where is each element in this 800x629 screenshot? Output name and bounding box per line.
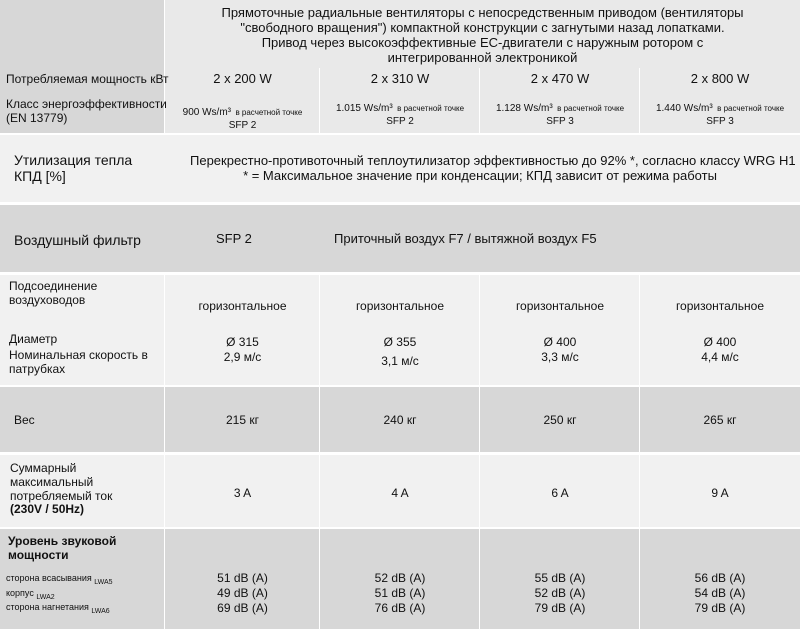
sound-label: Уровень звуковой мощности <box>8 534 117 562</box>
weight-value: 250 кг <box>543 413 577 427</box>
duct-diameter: Ø 400 <box>543 335 577 349</box>
weight-value: 265 кг <box>703 413 737 427</box>
duct-connection: горизонтальное <box>198 299 287 313</box>
weight-value: 240 кг <box>383 413 417 427</box>
efficiency-value: 1.015 Ws/m³ в расчетной точке SFP 2 <box>335 103 465 128</box>
power-value: 2 x 200 W <box>213 71 272 86</box>
header-row <box>0 0 800 68</box>
current-value: 9 A <box>711 486 729 500</box>
current-row <box>0 455 800 527</box>
duct-speed: 4,4 м/с <box>701 350 739 364</box>
power-value: 2 x 310 W <box>370 71 430 86</box>
header-line: Привод через высокоэффективные ЕС-двигатели с наружным ротором с <box>261 34 704 50</box>
sound-values: 55 dB (A) 52 dB (A) 79 dB (A) <box>534 571 586 615</box>
heat-recovery-label: Утилизация тепла КПД [%] <box>14 152 133 185</box>
heat-recovery-row <box>0 135 800 202</box>
duct-label: Подсоединение воздуховодов <box>9 279 98 307</box>
duct-row <box>0 275 800 385</box>
duct-connection: горизонтальное <box>355 299 445 313</box>
weight-row <box>0 387 800 452</box>
duct-speed: 3,1 м/с <box>381 354 419 368</box>
duct-diameter: Ø 355 <box>383 335 417 349</box>
efficiency-value: 900 Ws/m³ в расчетной точке SFP 2 <box>182 107 303 132</box>
air-filter-text: Приточный воздух F7 / вытяжной воздух F5 <box>334 231 597 246</box>
duct-speed: 3,3 м/с <box>541 350 579 364</box>
duct-connection: горизонтальное <box>515 299 605 313</box>
power-row <box>0 68 800 133</box>
air-filter-row <box>0 205 800 272</box>
sound-values: 56 dB (A) 54 dB (A) 79 dB (A) <box>694 571 746 615</box>
voltage-label: (230V / 50Hz) <box>10 502 85 517</box>
power-label: Потребляемая мощность кВт <box>6 72 169 86</box>
sound-values: 52 dB (A) 51 dB (A) 76 dB (A) <box>374 571 426 615</box>
air-filter-label: Воздушный фильтр <box>14 232 141 248</box>
duct-diameter: Ø 315 <box>226 335 259 349</box>
current-label: Суммарный максимальный потребляемый ток (230V / 50Hz) <box>10 461 113 517</box>
weight-value: 215 кг <box>226 413 259 427</box>
efficiency-class-label: Класс энергоэффективности (EN 13779) <box>6 97 167 125</box>
efficiency-value: 1.440 Ws/m³ в расчетной точке SFP 3 <box>655 103 785 128</box>
air-filter-sfp: SFP 2 <box>216 231 252 246</box>
speed-label: Номинальная скорость в патрубках <box>9 348 148 376</box>
power-value: 2 x 470 W <box>530 71 590 86</box>
power-value: 2 x 800 W <box>690 71 750 86</box>
sound-row <box>0 529 800 629</box>
current-value: 6 A <box>551 486 569 500</box>
weight-label: Вес <box>14 413 35 427</box>
current-value: 4 A <box>391 486 409 500</box>
efficiency-value: 1.128 Ws/m³ в расчетной точке SFP 3 <box>495 103 625 128</box>
duct-diameter: Ø 400 <box>703 335 737 349</box>
header-line: "свободного вращения") компактной конструкции с загнутыми назад лопатками. <box>240 19 725 35</box>
duct-speed: 2,9 м/с <box>223 350 262 364</box>
sound-values: 51 dB (A) 49 dB (A) 69 dB (A) <box>217 571 268 615</box>
header-line: Прямоточные радиальные вентиляторы с непосредственным приводом (вентиляторы <box>221 5 744 20</box>
sound-sub-labels: сторона всасывания $_{LWA5}$ корпус $_{LWA2}$ сторона нагнетания $_{LWA6}$ <box>6 573 113 615</box>
heat-recovery-text: Перекрестно-противоточный теплоутилизатор эффективностью до 92% *, согласно классу WRG H1 * = Максимальное значение при конденсации; КПД зависит от режима работы <box>190 153 796 183</box>
diameter-label: Диаметр <box>9 332 58 346</box>
duct-connection: горизонтальное <box>675 299 765 313</box>
current-value: 3 A <box>233 486 252 500</box>
header-line: интегрированной электроникой <box>387 49 578 65</box>
